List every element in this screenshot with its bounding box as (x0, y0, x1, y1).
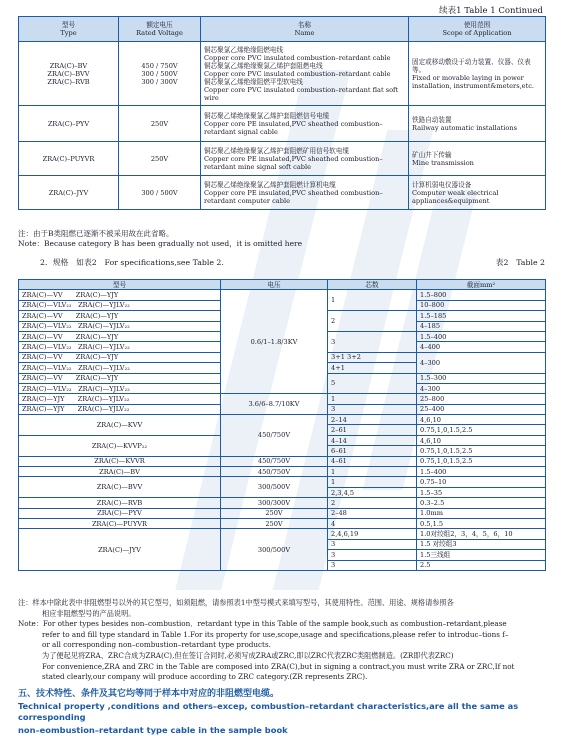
cell-cores: 4+1 (328, 363, 417, 373)
cell-section: 1.5 对绞组3 (417, 539, 546, 549)
header-type: 型号 Type (19, 17, 119, 42)
cell-cores: 3 (328, 539, 417, 549)
cell-section: 4–300 (417, 383, 546, 393)
cell-cores: 2–14 (328, 415, 417, 425)
cell-cores: 2 (328, 311, 417, 332)
table-row (19, 106, 546, 142)
cell-cores: 4 (328, 518, 417, 528)
note-en-1b: refer to and fill type standard in Table 1.For its property for use,scope,usage and specifications,please refer to introduc–tions f– (42, 629, 509, 639)
cell-cores: 3 (328, 550, 417, 560)
table-row (19, 142, 546, 176)
section-5-en-2: non–eombustion–retardant type cable in the sample book (18, 725, 288, 735)
cell-type: ZRA(C)—KVVR (19, 456, 221, 466)
cell-cores: 2 (328, 498, 417, 508)
cell-cores: 1 (328, 394, 417, 404)
table-1-header (19, 17, 546, 42)
cell-name: 铜芯聚乙烯绝缘聚氯乙烯护套阻燃矿用信号软电缆 Copper core PE insulated,PVC sheathed combustion–retardant mine signal soft cable (201, 142, 409, 176)
cell-type: ZRA(C)—JYV (19, 529, 221, 571)
cell-type: ZRA(C)—PYV (19, 508, 221, 518)
cell-section: 1.5三线组 (417, 550, 546, 560)
cell-section: 1.5–185 (417, 311, 546, 321)
cell-type: ZRA(C)–PYV (19, 106, 119, 142)
cell-cores: 3 (328, 331, 417, 352)
table-1 (18, 16, 546, 210)
note-en-2b: stated clearly,our company will produce according to ZRC category.(ZR represents ZRC). (42, 672, 368, 682)
cell-section: 0.5,1.5 (417, 518, 546, 528)
cell-type: ZRA(C)–JYV (19, 176, 119, 210)
cell-voltage: 0.6/1–1.8/3KV (221, 290, 328, 394)
cell-type: ZRA(C)—VV ZRA(C)—YJY (19, 331, 221, 341)
cell-type: ZRA(C)—YJY ZRA(C)—YJLV₂₂ (19, 394, 221, 404)
cell-type: ZRA(C)—BV (19, 467, 221, 477)
section-5-title: 五、技术特性、条件及其它均等同于样本中对应的非阻燃型电缆。 (18, 689, 280, 699)
cell-section: 1.5–300 (417, 373, 546, 383)
table-row (19, 529, 546, 539)
cell-section: 0.75–10 (417, 477, 546, 487)
spec-title: 2．规格 如表2 For specifications,see Table 2. (40, 258, 224, 267)
cell-section: 1.5–35 (417, 487, 546, 497)
cell-section: 4,6,10 (417, 415, 546, 425)
cell-type: ZRA(C)—VLV₂₂ ZRA(C)—YJLV₂₂ (19, 300, 221, 310)
note-zh-2: 为了便起见将ZRA、ZRC合成为ZRA(C),但在签订合同时,必须写成ZRA或ZRC,即以ZRC代表ZRC类阻燃制造。(ZR即代表ZRC) (42, 650, 454, 660)
cell-type: ZRA(C)–BV ZRA(C)–BVV ZRA(C)–RVB (19, 42, 119, 106)
table-2-header (19, 280, 546, 290)
note-en-2: For convenience,ZRA and ZRC in the Table are composed into ZRA(C),but in signing a contract,you must write ZRA or ZRC,If not (42, 661, 515, 671)
cell-voltage: 450 / 750V 300 / 500V 300 / 300V (119, 42, 201, 106)
cell-type: ZRA(C)—RVB (19, 498, 221, 508)
cell-section: 1.5–400 (417, 467, 546, 477)
cell-cores: 1 (328, 467, 417, 477)
cell-voltage: 300 / 500V (119, 176, 201, 210)
cell-section: 4–300 (417, 352, 546, 373)
cell-type: ZRA(C)—VLV₂₂ ZRA(C)—YJLV₂₂ (19, 342, 221, 352)
cell-section: 4–185 (417, 321, 546, 331)
cell-type: ZRA(C)—VLV₂₂ ZRA(C)—YJLV₂₂ (19, 363, 221, 373)
cell-section: 0.75,1,0,1.5,2.5 (417, 446, 546, 456)
header-scope: 使用范围 Scope of Application (409, 17, 546, 42)
cell-voltage: 450/750V (221, 467, 328, 477)
spec-heading (40, 257, 545, 268)
cell-name: 铜芯聚乙烯绝缘聚氯乙烯护套阻燃信号电缆 Copper core PE insulated,PVC sheathed combustion–retardant signal cable (201, 106, 409, 142)
cell-type: ZRA(C)—BVV (19, 477, 221, 498)
cell-voltage: 250V (119, 142, 201, 176)
cell-voltage: 300/500V (221, 529, 328, 571)
note-zh-1b: 相应非阻燃型号的产品说明。 (42, 608, 136, 618)
note-zh-1: 注：样本中除此表中非阻燃型号以外的其它型号，如须阻燃，请参照表1中型号模式来填写型号，其使用特性、范围、用途、规格请参照各 (18, 598, 454, 607)
cell-type: ZRA(C)—VV ZRA(C)—YJY (19, 373, 221, 383)
cell-type: ZRA(C)—VV ZRA(C)—YJY (19, 352, 221, 362)
cell-type: ZRA(C)—KVVP₂₂ (19, 435, 221, 456)
header-type: 型号 (19, 280, 221, 290)
bottom-notes (18, 598, 545, 683)
table-row (19, 477, 546, 487)
cell-cores: 3 (328, 404, 417, 414)
cell-type: ZRA(C)—VLV₂₂ ZRA(C)—YJLV₂₂ (19, 321, 221, 331)
table-row (19, 415, 546, 425)
table-row (19, 467, 546, 477)
cell-section: 1.0mm (417, 508, 546, 518)
header-section: 截面mm² (417, 280, 546, 290)
cell-section: 4,6,10 (417, 435, 546, 445)
cell-type: ZRA(C)—PUYVR (19, 518, 221, 528)
table-row (19, 456, 546, 466)
cell-scope: 计算机弱电仪器设备 Computer weak electrical appliances&equipment (409, 176, 546, 210)
cell-type: ZRA(C)—KVV (19, 415, 221, 436)
note-en-1c: or all corresponding non–combustion–retardant type products. (42, 640, 271, 650)
cell-cores: 2–48 (328, 508, 417, 518)
cell-type: ZRA(C)—VV ZRA(C)—YJY (19, 311, 221, 321)
cell-cores: 5 (328, 373, 417, 394)
table-row (19, 290, 546, 300)
header-name: 名称 Name (201, 17, 409, 42)
table-row (19, 498, 546, 508)
cell-type: ZRA(C)—VLV₂₂ ZRA(C)—YJLV₂₂ (19, 383, 221, 393)
cell-cores: 2,4,6,19 (328, 529, 417, 539)
cell-name: 铜芯聚氯乙烯绝缘阻燃电线 Copper core PVC insulated combustion–retardant cable 铜芯聚氯乙烯绝缘聚氯乙烯护套阻燃电线 Copper core PVC insulated combustion–retardant cable 铜芯聚氯乙烯绝缘阻燃平型软电线 Copper core PVC insulated combustion–retardant flat soft wire (201, 42, 409, 106)
note-1-en: Note：Because category B has been gradually not used，it is omitted here (18, 238, 303, 248)
cell-section: 1.5–800 (417, 290, 546, 300)
cell-voltage: 300/500V (221, 477, 328, 498)
cell-scope: 矿山井下传输 Mine transmission (409, 142, 546, 176)
cell-cores: 4–14 (328, 435, 417, 445)
cell-cores: 2–61 (328, 425, 417, 435)
cell-cores: 1 (328, 290, 417, 311)
cell-section: 25–800 (417, 394, 546, 404)
note-en-1: Note：For other types besides non–combustion．retardant type in this Table of the sample book,such as combustion–retardant,please (18, 619, 507, 629)
cell-voltage: 450/750V (221, 456, 328, 466)
table-2-label: 表2 Table 2 (495, 258, 545, 267)
cell-cores: 1 (328, 477, 417, 487)
cell-section: 25–400 (417, 404, 546, 414)
cell-type: ZRA(C)—VV ZRA(C)—YJY (19, 290, 221, 300)
cell-cores: 3+1 3+2 (328, 352, 417, 362)
cell-scope: 铁路自动装置 Railway automatic installations (409, 106, 546, 142)
cell-cores: 4–61 (328, 456, 417, 466)
cell-voltage: 250V (119, 106, 201, 142)
cell-scope: 固定或移动敷设于动力装置、仪器、仪表等。 Fixed or movable laying in power installation, instrument&meters,etc. (409, 42, 546, 106)
cell-voltage: 3.6/6–8.7/10KV (221, 394, 328, 415)
cell-section: 0.75,1,0,1.5,2.5 (417, 456, 546, 466)
header-voltage: 额定电压 Rated Voltage (119, 17, 201, 42)
header-cores: 芯数 (328, 280, 417, 290)
note-1 (18, 229, 302, 248)
table-2 (18, 279, 546, 571)
cell-name: 铜芯聚乙烯绝缘聚氯乙烯护套阻燃计算机电缆 Copper core PE insulated,PVC sheathed combustion–retardant computer cable (201, 176, 409, 210)
cell-section: 1.0对绞组2，3，4，5，6，10 (417, 529, 546, 539)
cell-section: 2.5 (417, 560, 546, 570)
continued-label: 续表1 Table 1 Continued (439, 6, 543, 16)
cell-section: 10–800 (417, 300, 546, 310)
table-row (19, 42, 546, 106)
section-5 (18, 686, 558, 736)
cell-cores: 3 (328, 560, 417, 570)
section-5-en-1: Technical property ,conditions and others–excep, combustion–retardant characteristics,are all the same as corresponding (18, 701, 519, 722)
cell-section: 0.3–2.5 (417, 498, 546, 508)
cell-voltage: 250V (221, 508, 328, 518)
cell-type: ZRA(C)—YJY ZRA(C)—YJLV₂₂ (19, 404, 221, 414)
table-row (19, 508, 546, 518)
cell-section: 4–400 (417, 342, 546, 352)
table-row (19, 176, 546, 210)
note-1-zh: 注：由于B类阻燃已逐渐不被采用故在此省略。 (18, 229, 174, 238)
cell-cores: 2,3,4,5 (328, 487, 417, 497)
header-voltage: 电压 (221, 280, 328, 290)
cell-type: ZRA(C)–PUYVR (19, 142, 119, 176)
cell-cores: 6–61 (328, 446, 417, 456)
cell-voltage: 450/750V (221, 415, 328, 457)
table-row (19, 518, 546, 528)
cell-voltage: 250V (221, 518, 328, 528)
table-row (19, 394, 546, 404)
cell-voltage: 300/300V (221, 498, 328, 508)
cell-section: 1.5–400 (417, 331, 546, 341)
cell-section: 0.75,1,0,1.5,2.5 (417, 425, 546, 435)
